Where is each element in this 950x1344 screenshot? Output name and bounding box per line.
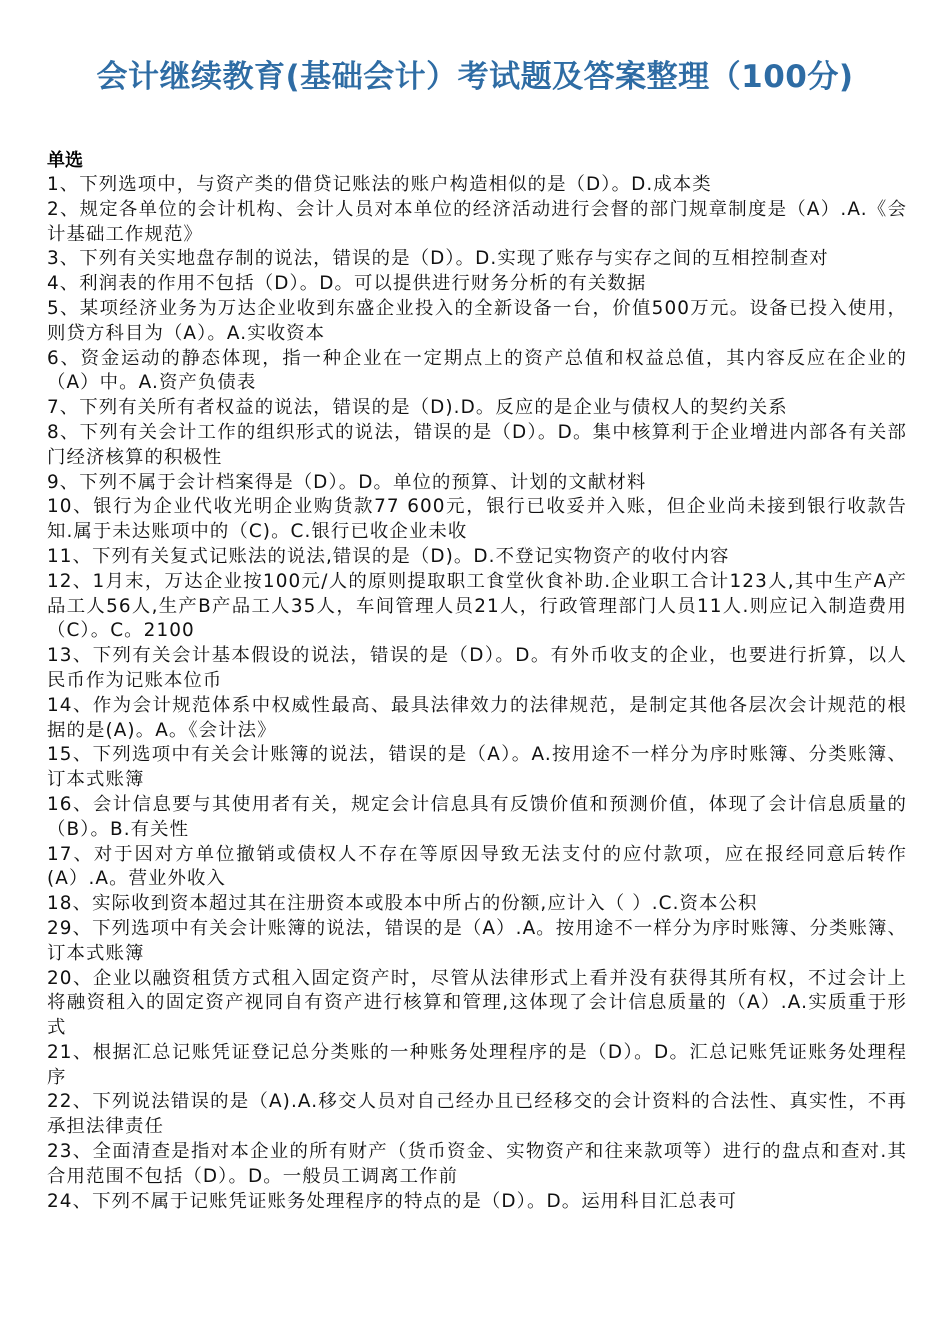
question-item: 5、某项经济业务为万达企业收到东盛企业投入的全新设备一台，价值500万元。设备已投入使用，则贷方科目为（A）。A.实收资本 [47,297,907,344]
question-item: 3、下列有关实地盘存制的说法，错误的是（D）。D.实现了账存与实存之间的互相控制查对 [47,248,829,270]
question-item: 7、下列有关所有者权益的说法，错误的是（D).D。反应的是企业与债权人的契约关系 [47,397,788,419]
question-item: 29、下列选项中有关会计账簿的说法，错误的是（A）.A。按用途不一样分为序时账簿、分类账簿、订本式账簿 [47,917,907,964]
document-title: 会计继续教育(基础会计）考试题及答案整理（100分) [96,59,854,95]
question-item: 21、根据汇总记账凭证登记总分类账的一种账务处理程序的是（D）。D。汇总记账凭证账务处理程序 [47,1041,907,1088]
question-item: 11、下列有关复式记账法的说法,错误的是（D)。D.不登记实物资产的收付内容 [47,545,730,567]
section-label: 单选 [47,150,83,171]
question-item: 13、下列有关会计基本假设的说法，错误的是（D）。D。有外币收支的企业，也要进行折算，以人民币作为记账本位币 [47,645,907,691]
question-item: 6、资金运动的静态体现，指一种企业在一定期点上的资产总值和权益总值，其内容反应在企业的（A）中。A.资产负债表 [47,347,907,394]
question-item: 23、全面清查是指对本企业的所有财产（货币资金、实物资产和往来款项等）进行的盘点和查对.其合用范围不包括（D）。D。一般员工调离工作前 [47,1141,907,1187]
question-item: 17、对于因对方单位撤销或债权人不存在等原因导致无法支付的应付款项，应在报经同意后转作(A）.A。营业外收入 [47,843,907,890]
question-item: 18、实际收到资本超过其在注册资本或股本中所占的份额,应计入（ ）.C.资本公积 [47,893,758,915]
question-item: 8、下列有关会计工作的组织形式的说法，错误的是（D）。D。集中核算利于企业增进内部各有关部门经济核算的积极性 [47,421,907,468]
question-item: 14、作为会计规范体系中权威性最高、最具法律效力的法律规范，是制定其他各层次会计规范的根据的是(A)。A。《会计法》 [47,694,907,741]
question-item: 16、会计信息要与其使用者有关，规定会计信息具有反馈价值和预测价值，体现了会计信息质量的（B）。B.有关性 [47,793,907,840]
question-item: 2、规定各单位的会计机构、会计人员对本单位的经济活动进行会督的部门规章制度是（A）.A.《会计基础工作规范》 [47,198,907,245]
question-item: 9、下列不属于会计档案得是（D）。D。单位的预算、计划的文献材料 [47,471,647,493]
question-item: 12、1月末，万达企业按100元/人的原则提取职工食堂伙食补助.企业职工合计123人,其中生产A产品工人56人,生产B产品工人35人，车间管理人员21人，行政管理部门人员11人.则应记入制造费用（C）。C。2100 [47,570,907,642]
question-item: 4、利润表的作用不包括（D）。D。可以提供进行财务分析的有关数据 [47,273,647,295]
question-item: 20、企业以融资租赁方式租入固定资产时，尽管从法律形式上看并没有获得其所有权，不过会计上将融资租入的固定资产视同自有资产进行核算和管理,这体现了会计信息质量的（A）.A.实质重于形式 [47,967,907,1039]
question-item: 10、银行为企业代收光明企业购货款77 600元，银行已收妥并入账，但企业尚未接到银行收款告知.属于未达账项中的（C)。C.银行已收企业未收 [47,496,907,543]
question-item: 1、下列选项中，与资产类的借贷记账法的账户构造相似的是（D）。D.成本类 [47,174,712,195]
question-item: 15、下列选项中有关会计账簿的说法，错误的是（A）。A.按用途不一样分为序时账簿、分类账簿、订本式账簿 [47,744,907,791]
question-item: 22、下列说法错误的是（A).A.移交人员对自己经办且已经移交的会计资料的合法性、真实性，不再承担法律责任 [47,1091,907,1138]
question-item: 24、下列不属于记账凭证账务处理程序的特点的是（D）。D。运用科目汇总表可 [47,1190,738,1212]
question-list [47,173,907,1214]
